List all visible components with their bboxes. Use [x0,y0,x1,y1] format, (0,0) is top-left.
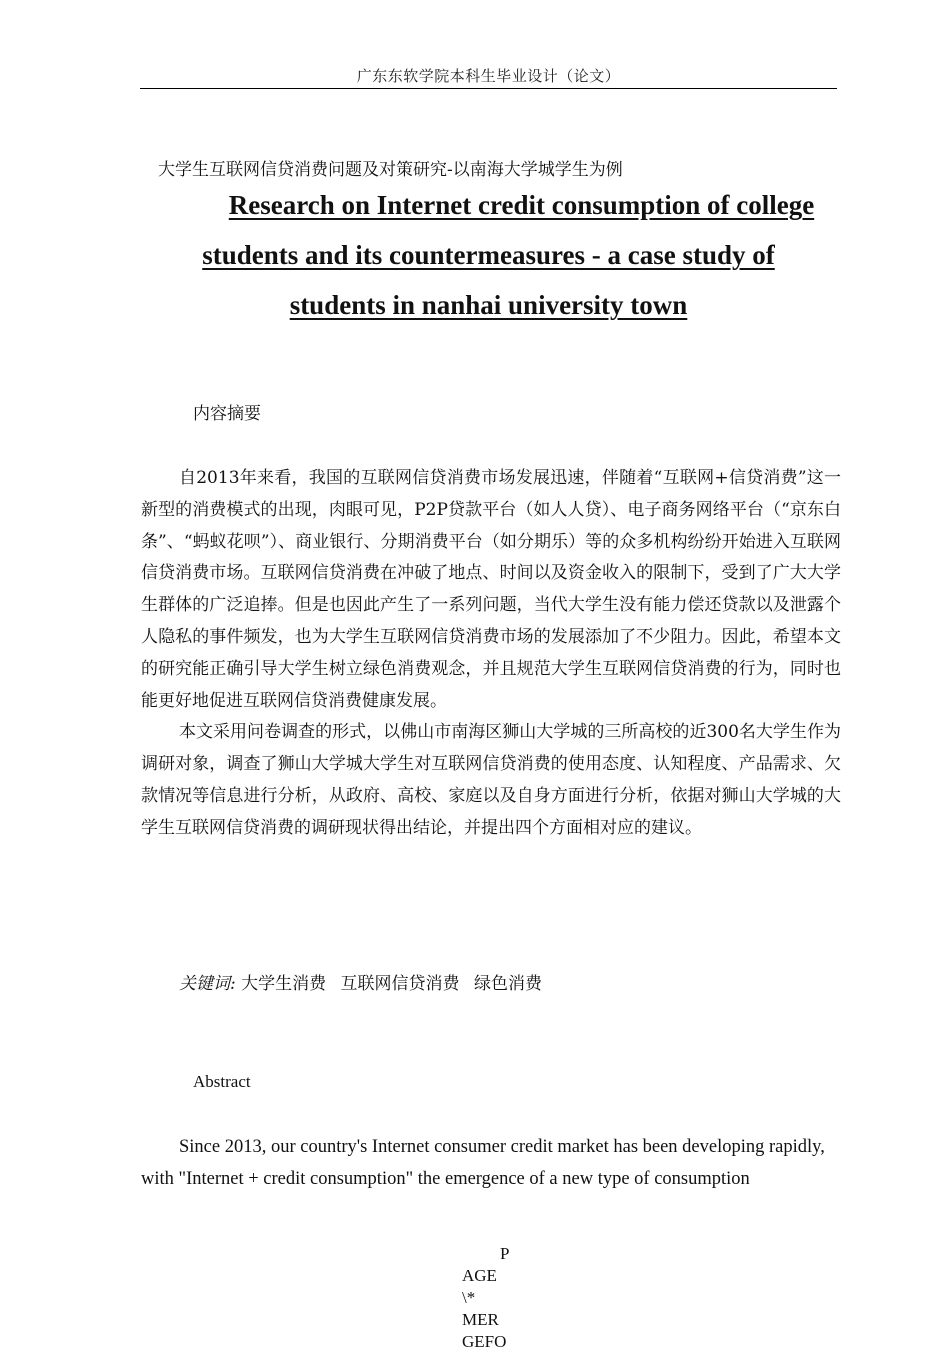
field-code-line: \* [462,1288,476,1307]
page-number-field [462,1243,532,1353]
abstract-paragraph: 自2013年来看，我国的互联网信贷消费市场发展迅速，伴随着“互联网+信贷消费”这一新型的消费模式的出现，肉眼可见，P2P贷款平台（如人人贷）、电子商务网络平台（“京东白条”、“蚂蚁花呗”）、商业银行、分期消费平台（如分期乐）等的众多机构纷纷开始进入互联网信贷消费市场。互联网信贷消费在冲破了地点、时间以及资金收入的限制下，受到了广大大学生群体的广泛追捧。但是也因此产生了一系列问题，当代大学生没有能力偿还贷款以及泄露个人隐私的事件频发，也为大学生互联网信贷消费市场的发展添加了不少阻力。因此，希望本文的研究能正确引导大学生树立绿色消费观念，并且规范大学生互联网信贷消费的行为，同时也能更好地促进互联网信贷消费健康发展。 [141,468,841,711]
chinese-abstract-heading: 内容摘要 [193,404,261,424]
field-code-line: MER [462,1310,499,1329]
field-code-line: P [500,1244,510,1263]
chinese-title: 大学生互联网信贷消费问题及对策研究-以南海大学城学生为例 [158,160,623,180]
english-title-line: students in nanhai university town [289,290,688,320]
keywords-line [179,970,551,998]
page-header: 广东东软学院本科生毕业设计（论文） [356,67,621,85]
english-title-line: Research on Internet credit consumption of college [228,190,815,220]
keyword: 互联网信贷消费 [340,974,460,994]
english-abstract-heading: Abstract [193,1072,251,1091]
english-title [140,180,837,330]
chinese-abstract-body [141,463,841,845]
field-code-line: AGE [462,1266,497,1285]
english-title-line: students and its countermeasures - a case study of [202,240,775,270]
keywords-label: 关键词: [179,974,236,994]
field-code-line: GEFO [462,1332,507,1351]
abstract-paragraph: 本文采用问卷调查的形式，以佛山市南海区狮山大学城的三所高校的近300名大学生作为调研对象，调查了狮山大学城大学生对互联网信贷消费的使用态度、认知程度、产品需求、欠款情况等信息进行分析，从政府、高校、家庭以及自身方面进行分析，依据对狮山大学城的大学生互联网信贷消费的调研现状得出结论，并提出四个方面相对应的建议。 [141,722,841,838]
keyword: 大学生消费 [241,974,327,994]
english-abstract-body [141,1131,851,1195]
abstract-paragraph: Since 2013, our country's Internet consumer credit market has been developing rapidly, with "Internet + credit consumption" the emergence of a new type of consumption [141,1137,825,1189]
header-rule [140,88,837,89]
keyword: 绿色消费 [473,974,542,994]
